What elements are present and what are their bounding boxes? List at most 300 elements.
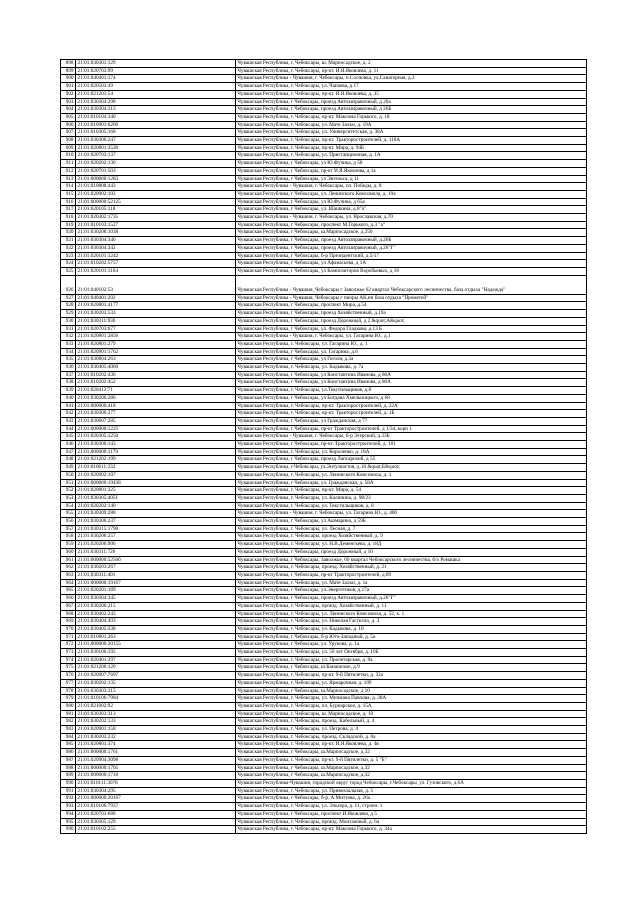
address-cell: Чувашская Республика, г Чебоксары, проезд Лапсарский, д 55 [236,456,587,464]
table-row [61,633,587,641]
cadastral-number-cell: 21:01:040102:53 [76,275,236,294]
row-number-cell: 960 [61,548,76,556]
address-cell: Чувашская Республика, г Чебоксары, пр-кт Тракторостроителей, д.89 [236,572,587,580]
row-number-cell: 928 [61,302,76,310]
row-number-cell: 924 [61,260,76,268]
table-row [61,275,587,294]
cadastral-number-cell: 21:01:030203:267 [76,564,236,572]
row-number-cell: 917 [61,206,76,214]
cadastral-number-cell: 21:01:000000:1179 [76,448,236,456]
address-cell: Чувашская Республика, г. Чебоксары, ул. Пролетарская, д. 8а [236,656,587,664]
table-row [61,572,587,580]
row-number-cell: 961 [61,556,76,564]
row-number-cell: 954 [61,502,76,510]
row-number-cell: 982 [61,718,76,726]
table-row [61,167,587,175]
row-number-cell: 938 [61,379,76,387]
row-number-cell: 915 [61,190,76,198]
row-number-cell: 970 [61,625,76,633]
table-row [61,548,587,556]
address-cell: Чувашская Республика, г. Чебоксары, проезд. Хозяйственный, д. 11 [236,602,587,610]
table-row [61,129,587,137]
address-cell: Чувашская Республика, г Чебоксары, ул Афанасьева, д 1А [236,260,587,268]
address-cell: Чувашская Республика, г Чебоксары, б-р Президентский, д.5/17 [236,252,587,260]
cadastral-number-cell: 21:01:020101:1164 [76,267,236,275]
address-cell: Чувашская Республика, г Чебоксары, проезд Автозаправочный, д 26Б [236,106,587,114]
row-number-cell: 911 [61,160,76,168]
address-cell: Чувашская Республика, г Чебоксары, проспект Мира, д.54 [236,302,587,310]
table-row [61,229,587,237]
table-row [61,137,587,145]
row-number-cell: 913 [61,175,76,183]
cadastral-number-cell: 21:01:010106:7937 [76,803,236,811]
cadastral-number-cell: 21:01:010103:1527 [76,221,236,229]
table-row [61,533,587,541]
cadastral-number-cell: 21:01:010901:6269 [76,121,236,129]
cadastral-number-cell: 21:01:030305:4051 [76,494,236,502]
table-row [61,260,587,268]
cadastral-number-cell: 21:01:030206:215 [76,602,236,610]
table-row [61,779,587,787]
table-row [61,121,587,129]
table-row [61,90,587,98]
address-cell: Чувашская Республика, г Чебоксары, ш.Марпосадское, д.32 [236,749,587,757]
table-row [61,494,587,502]
address-cell: Чувашская Республика, г. Чебоксары, пр-кт. Тракторостроителей, д. 118А [236,137,587,145]
table-row [61,710,587,718]
address-cell: Чувашская Республика, г. Чебоксары, ул. Лесная, д. 7 [236,525,587,533]
address-cell: Чувашская Республика, г. Чебоксары, пр-кт. И.Я.Яковлева, д. 35 [236,90,587,98]
address-cell: Чувашская Республика, г. Чебоксары, ул. Текстильщиков, д. 8 [236,502,587,510]
row-number-cell: 972 [61,641,76,649]
row-number-cell: 989 [61,772,76,780]
cadastral-number-cell: 21:01:021206:120 [76,664,236,672]
address-cell: Чувашская Республика, г. Чебоксары, ул. Мате Залки, д. 19А [236,121,587,129]
address-cell: Чувашская Республика, г Чебоксары, ул Константина Иванова, д 80А [236,379,587,387]
table-row [61,410,587,418]
table-row [61,333,587,341]
address-cell: Чувашская Республика - Чувашия, г. Чебоксары, ул. Гагарина Ю., д.1 [236,333,587,341]
cadastral-number-cell: 21:01:020904:3098 [76,756,236,764]
table-row [61,518,587,526]
row-number-cell: 941 [61,402,76,410]
cadastral-number-cell: 21:01:020801:374 [76,741,236,749]
row-number-cell: 943 [61,417,76,425]
row-number-cell: 958 [61,533,76,541]
address-cell: Чувашская Республика, г Чебоксары, пр-кт И.Я.Яковлева, д 1а [236,167,587,175]
cadastral-number-cell: 21:01:010202:5757 [76,260,236,268]
table-row [61,106,587,114]
row-number-cell: 909 [61,144,76,152]
row-number-cell: 906 [61,121,76,129]
row-number-cell: 927 [61,294,76,302]
cadastral-number-cell: 21:01:030607:285 [76,417,236,425]
row-number-cell: 946 [61,441,76,449]
table-row [61,302,587,310]
row-number-cell: 993 [61,803,76,811]
table-row [61,448,587,456]
row-number-cell: 977 [61,679,76,687]
table-row [61,75,587,83]
table-row [61,664,587,672]
table-row [61,471,587,479]
table-row [61,456,587,464]
address-cell: Чувашская Республика, г. Чебоксары, пр-кт. Мира, д. 54 [236,487,587,495]
table-row [61,371,587,379]
cadastral-number-cell: 21:01:030405:338 [76,625,236,633]
cadastral-number-cell: 21:01:020703:137 [76,152,236,160]
table-row [61,810,587,818]
row-number-cell: 933 [61,340,76,348]
table-row [61,317,587,325]
address-cell: Чувашская Республика, г Чебоксары, ул. Гражданская, д. 58А [236,479,587,487]
table-row [61,525,587,533]
cadastral-number-cell: 21:01:030305:129 [76,818,236,826]
cadastral-number-cell: 21:01:000000:20167 [76,795,236,803]
cadastral-number-cell: 21:01:020401:297 [76,656,236,664]
row-number-cell: 953 [61,494,76,502]
address-cell: Чувашская Республика, г. Чебоксары, проезд Хозяйственный, д. 9 [236,533,587,541]
table-row [61,479,587,487]
row-number-cell: 985 [61,741,76,749]
cadastral-number-cell: 21:01:020703:688 [76,810,236,818]
cadastral-number-cell: 21:01:010202:436 [76,371,236,379]
row-number-cell: 907 [61,129,76,137]
cadastral-number-cell: 21:01:000000:19438 [76,479,236,487]
address-cell: Чувашская Республика, г Чебоксары, б-р Юго-Западный, д. 5а [236,633,587,641]
address-cell: Чувашская Республика, г Чебоксары, ш.Марпосадское, д.250 [236,229,587,237]
table-row [61,749,587,757]
row-number-cell: 916 [61,198,76,206]
cadastral-number-cell: 21:01:030311:726 [76,548,236,556]
row-number-cell: 936 [61,364,76,372]
address-cell: Чувашская Республика - Чувашия, г. Чебоксары, п.Сосновка, ул.Санаторная, д.3 [236,75,587,83]
address-cell: Чувашская Республика, г. Чебоксары, ул. Ярмарочная, д. 109 [236,679,587,687]
address-cell: Чувашская Республика, г Чебоксары, ул Ю.Фучика, д 65а [236,198,587,206]
table-row [61,340,587,348]
cadastral-number-cell: 21:01:020801:325 [76,487,236,495]
row-number-cell: 934 [61,348,76,356]
address-cell: Чувашская Республика, г. Чебоксары, пр-кт. Максима Горького, д. 34а [236,826,587,834]
row-number-cell: 948 [61,456,76,464]
address-cell: Чувашская Республика, г. Чебоксары, пр-кт. И.Я.Яковлева, д. 11 [236,67,587,75]
address-cell: Чувашская Республика, г. Чебоксары, ул. Привокзальная, д. 5 [236,787,587,795]
row-number-cell: 988 [61,764,76,772]
cadastral-number-cell: 21:01:000000:19167 [76,579,236,587]
row-number-cell: 900 [61,75,76,83]
cadastral-number-cell: 21:01:030402:243 [76,610,236,618]
row-number-cell: 984 [61,733,76,741]
address-cell: Чувашская Республика, г Чебоксары, ш.Марпосадское, д.32 [236,772,587,780]
row-number-cell: 905 [61,113,76,121]
address-cell: Чувашская Республика, г Чебоксары, ш.Марпосадское, д.32 [236,764,587,772]
row-number-cell: 903 [61,98,76,106]
address-cell: Чувашская Республика, г. Чебоксары, пр-кт. Тракторостроителей, д. 22А [236,402,587,410]
cadastral-number-cell: 21:01:030304:295 [76,787,236,795]
table-row [61,325,587,333]
table-row [61,795,587,803]
table-row [61,803,587,811]
address-cell: Чувашская Республика, г Чебоксары, проезд Дорожный, д 2 &quot;А&quot; [236,317,587,325]
cadastral-number-cell: 21:01:030306:277 [76,410,236,418]
table-row [61,641,587,649]
cadastral-number-cell: 21:01:010611:232 [76,464,236,472]
table-row [61,402,587,410]
table-row [61,387,587,395]
table-row [61,98,587,106]
row-number-cell: 980 [61,702,76,710]
table-row [61,679,587,687]
address-cell: Чувашская Республика, г Чебоксары, ул Гоголя, д.3а [236,356,587,364]
address-cell: Чувашская Республика, г. Чебоксары, ул. 50 лет Октября, д. 10Б [236,649,587,657]
row-number-cell: 908 [61,137,76,145]
table-row [61,733,587,741]
cadastral-number-cell: 21:01:000000:52125 [76,198,236,206]
table-row [61,356,587,364]
cadastral-number-cell: 21:01:000000:1705 [76,764,236,772]
address-cell: Чувашская Республика, г. Чебоксары, ул. Университетская, д. 38А [236,129,587,137]
row-number-cell: 963 [61,572,76,580]
address-cell: Чувашская Республика, г. Чебоксары, пл. Бурнарское, д. 15А [236,702,587,710]
row-number-cell: 922 [61,244,76,252]
address-cell: Чувашская Республика - Чувашия, г. Чебоксары, ул. Ярославская, д.70 [236,214,587,222]
cadastral-number-cell: 21:01:030106:192 [76,649,236,657]
cadastral-number-cell: 21:01:030301:129 [76,60,236,68]
table-row [61,564,587,572]
table-row [61,672,587,680]
table-row [61,687,587,695]
address-cell: Чувашская Республика, г. Чебоксары, ул. Николая Гастелло, д. 3 [236,618,587,626]
table-row [61,487,587,495]
table-row [61,656,587,664]
row-number-cell: 918 [61,214,76,222]
table-row [61,252,587,260]
address-cell: Чувашская Республика, г. Чебоксары, ул. Гагарина Ю., д. 1 [236,340,587,348]
cadastral-number-cell: 21:01:020101:1242 [76,252,236,260]
row-number-cell: 945 [61,433,76,441]
address-cell: Чувашская Республика-Чувашия, городской округ город Чебоксары, г.Чебоксары, ул. Гузовского, д.6А [236,779,587,787]
cadastral-number-cell: 21:01:030202:133 [76,718,236,726]
row-number-cell: 912 [61,167,76,175]
table-row [61,433,587,441]
row-number-cell: 914 [61,183,76,191]
cadastral-number-cell: 21:01:030306:143 [76,441,236,449]
cadastral-number-cell: 21:01:020902:102 [76,190,236,198]
table-row [61,625,587,633]
row-number-cell: 979 [61,695,76,703]
address-cell: Чувашская Республика - Чувашия, Чебоксары г пиоры АК,нп база отдыха "Прометей" [236,294,587,302]
address-cell: Чувашская Республика, г Чебоксары, ул Композиторов Воробьевых, д 18 [236,267,587,275]
cadastral-number-cell: 21:01:020801:4177 [76,302,236,310]
cadastral-number-cell: 21:01:030304:342 [76,244,236,252]
row-number-cell: 964 [61,579,76,587]
address-cell: Чувашская Республика, г Чебоксары, пр-кт Тракторостроителей, д 1/34, корп 1 [236,425,587,433]
table-row [61,772,587,780]
table-row [61,190,587,198]
address-cell: Чувашская Республика, г Чебоксары, проспект И.Яковлева, д 5 [236,810,587,818]
table-row [61,826,587,834]
address-cell: Чувашская Республика, г Чебоксары, ул. Федора Гладкова, д.13 Б [236,325,587,333]
table-row [61,237,587,245]
row-number-cell: 944 [61,425,76,433]
row-number-cell: 955 [61,510,76,518]
cadastral-number-cell: 21:01:020206:906 [76,541,236,549]
address-cell: Чувашская Республика - Чувашия, г. Чебоксары, пл. Победы, д. 8 [236,183,587,191]
table-row [61,310,587,318]
cadastral-number-cell: 21:01:020907:7697 [76,672,236,680]
table-row [61,649,587,657]
row-number-cell: 926 [61,275,76,294]
row-number-cell: 968 [61,610,76,618]
cadastral-number-cell: 21:01:030311:401 [76,572,236,580]
address-cell: Чувашская Республика, г Чебоксары, ул Энгельса, д 11 [236,175,587,183]
property-register-table [60,59,587,834]
table-row [61,741,587,749]
cadastral-number-cell: 21:01:000000:20155 [76,641,236,649]
row-number-cell: 949 [61,464,76,472]
address-cell: Чувашская Республика, г. Чебоксары, пр-кт. 9-й Пятилетки, д. 32а [236,672,587,680]
table-row [61,756,587,764]
cadastral-number-cell: 21:01:000000:1710 [76,772,236,780]
address-cell: Чувашская Республика, г. Чебоксары, ул. Калинина, д. 98/23 [236,494,587,502]
table-row [61,464,587,472]
address-cell: Чувашская Республика, г. Чебоксары, пр-кт. Тракторостроителей, д. 1Б [236,410,587,418]
row-number-cell: 992 [61,795,76,803]
table-row [61,764,587,772]
cadastral-number-cell: 21:01:030315:1790 [76,525,236,533]
row-number-cell: 942 [61,410,76,418]
address-cell: Чувашская Республика, г Чебоксары, ул Богдана Хмельницкого, д 68 [236,394,587,402]
cadastral-number-cell: 21:01:030304:345 [76,595,236,603]
address-cell: Чувашская Республика, г. Чебоксары, проезд. Хозяйственный, д. 21 [236,564,587,572]
row-number-cell: 986 [61,749,76,757]
table-row [61,294,587,302]
table-row [61,60,587,68]
table-row [61,425,587,433]
address-cell: Чувашская Республика, г. Чебоксары, ул. Эльгера, д. 11, строен. 1 [236,803,587,811]
table-row [61,144,587,152]
row-number-cell: 898 [61,60,76,68]
cadastral-number-cell: 21:01:030306:247 [76,137,236,145]
cadastral-number-cell: 21:01:020801:279 [76,340,236,348]
row-number-cell: 951 [61,479,76,487]
address-cell: Чувашская Республика, г. Чебоксары, ул.Текстильщиков, д.8 [236,387,587,395]
address-cell: Чувашская Республика, г Чебоксары, ш.Марпосадское, д 10 [236,687,587,695]
cadastral-number-cell: 21:01:030202:135 [76,679,236,687]
table-row [61,348,587,356]
row-number-cell: 974 [61,656,76,664]
row-number-cell: 902 [61,90,76,98]
table-row [61,595,587,603]
address-cell: Чувашская Республика - Чувашия, Чебоксары г Заволжье 62 квартал Чебоксарского лесничества, база отдыха "Надежда" [236,275,587,294]
address-cell: Чувашская Республика, г. Чебоксары, пр-кт. И.Я.Яковлева, д. 4в [236,741,587,749]
row-number-cell: 899 [61,67,76,75]
cadastral-number-cell: 21:01:030203:232 [76,733,236,741]
row-number-cell: 995 [61,818,76,826]
table-row [61,394,587,402]
address-cell: Чувашская Республика, г. Чебоксары, ул. Н.В.Деменгьева, д. 18Д [236,541,587,549]
address-cell: Чувашская Республика, г. Чебоксары, проезд. Складской, д. 8а [236,733,587,741]
cadastral-number-cell: 21:01:020201:189 [76,587,236,595]
row-number-cell: 975 [61,664,76,672]
address-cell: Чувашская Республика, г. Чебоксары, ул. Пристанционная, д. 1А [236,152,587,160]
cadastral-number-cell: 21:01:020412:71 [76,387,236,395]
cadastral-number-cell: 21:01:020302:1735 [76,214,236,222]
cadastral-number-cell: 21:01:030206:257 [76,533,236,541]
table-row [61,702,587,710]
row-number-cell: 910 [61,152,76,160]
address-cell: Чувашская Республика, г Чебоксары, ул Гражданская, д 77 [236,417,587,425]
row-number-cell: 901 [61,83,76,91]
table-row [61,441,587,449]
table-row [61,175,587,183]
cadastral-number-cell: 21:01:020105:118 [76,206,236,214]
address-cell: Чувашская Республика, г. Чебоксары, ул. Мате Залки, д. 1а [236,579,587,587]
row-number-cell: 957 [61,525,76,533]
row-number-cell: 962 [61,564,76,572]
table-row [61,379,587,387]
table-row [61,267,587,275]
row-number-cell: 976 [61,672,76,680]
row-number-cell: 952 [61,487,76,495]
cadastral-number-cell: 21:01:020801:3530 [76,144,236,152]
row-number-cell: 947 [61,448,76,456]
table-row [61,206,587,214]
cadastral-number-cell: 21:01:040401:174 [76,75,236,83]
address-cell: Чувашская Республика, г. Чебоксары, проезд. Кабельный, д. 4 [236,718,587,726]
table-row [61,214,587,222]
row-number-cell: 923 [61,252,76,260]
row-number-cell: 969 [61,618,76,626]
cadastral-number-cell: 21:01:010808:443 [76,183,236,191]
table-row [61,718,587,726]
table-row [61,502,587,510]
address-cell: Чувашская Республика, г Чебоксары, Заволжье, 60 квартал Чебоксарского лесничества, б/о Ромашка [236,556,587,564]
address-cell: Чувашская Республика, г. Чебоксары, ул. Кадыкова, д. 10 [236,625,587,633]
cadastral-number-cell: 21:01:030306:237 [76,518,236,526]
cadastral-number-cell: 21:01:000000:1283 [76,175,236,183]
address-cell: Чувашская Республика, г Чебоксары, пр-кт. Тракторостроителей, д. 101 [236,441,587,449]
row-number-cell: 930 [61,317,76,325]
address-cell: Чувашская Республика, г Чебоксары, проезд Автозаправочный, д 26а [236,98,587,106]
row-number-cell: 956 [61,518,76,526]
address-cell: Чувашская Республика, г Чебоксары, проезд Автозаправочный, д.26Б [236,237,587,245]
row-number-cell: 920 [61,229,76,237]
cadastral-number-cell: 21:01:030405:4069 [76,364,236,372]
table-row [61,618,587,626]
row-number-cell: 983 [61,726,76,734]
table-row [61,198,587,206]
address-cell: Чувашская Республика, г. Чебоксары, ш. Марпосадское, д. 2 [236,60,587,68]
row-number-cell: 981 [61,710,76,718]
cadastral-number-cell: 21:01:030208:1038 [76,229,236,237]
row-number-cell: 904 [61,106,76,114]
row-number-cell: 925 [61,267,76,275]
cadastral-number-cell: 21:01:020901:1762 [76,348,236,356]
address-cell: Чувашская Республика, г Чебоксары, ул Ашмарина, д 59Б [236,518,587,526]
address-cell: Чувашская Республика, г Чебоксары, ул. Гагарина, д.6 [236,348,587,356]
table-row [61,67,587,75]
row-number-cell: 966 [61,595,76,603]
address-cell: Чувашская Республика, г Чебоксары, ул. Шашкина, д.8"а" [236,206,587,214]
cadastral-number-cell: 21:01:030304:313 [76,106,236,114]
cadastral-number-cell: 21:01:000000:52566 [76,556,236,564]
row-number-cell: 919 [61,221,76,229]
table-row [61,244,587,252]
address-cell: Чувашская Республика, г Чебоксары, б-р. А.Миттова, д. 26а [236,795,587,803]
table-row [61,83,587,91]
cadastral-number-cell: 21:01:020703:99 [76,67,236,75]
